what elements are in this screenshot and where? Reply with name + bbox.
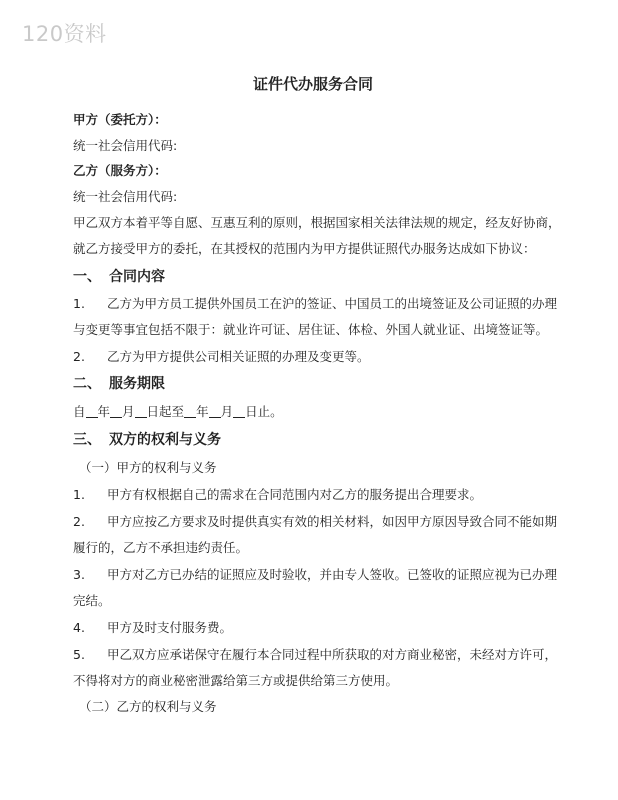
section-heading-2 [73, 376, 165, 392]
item-continuation: 完结。 [73, 593, 111, 608]
term-text: 日止。 [245, 404, 283, 419]
item-continuation: 不得将对方的商业秘密泄露给第三方或提供给第三方使用。 [73, 673, 399, 688]
blank-field [135, 405, 147, 418]
section-title: 合同内容 [109, 269, 165, 285]
list-item [73, 514, 557, 530]
term-text: 月 [122, 404, 135, 419]
item-text: 甲方及时支付服务费。 [107, 620, 233, 635]
section-number: 三、 [73, 432, 101, 448]
section-title: 双方的权利与义务 [109, 432, 221, 448]
blank-field [184, 405, 196, 418]
subsection-heading: （二）乙方的权利与义务 [79, 699, 217, 714]
party-b-label: 乙方（服务方）： [73, 163, 167, 178]
item-text: 甲方应按乙方要求及时提供真实有效的相关材料，如因甲方原因导致合同不能如期 [107, 514, 558, 529]
subsection-heading: （一）甲方的权利与义务 [79, 460, 217, 475]
item-number: 2. [73, 349, 85, 364]
item-number: 1. [73, 487, 85, 502]
list-item [73, 349, 370, 365]
item-text: 乙方为甲方员工提供外国员工在沪的签证、中国员工的出境签证及公司证照的办理 [107, 296, 558, 311]
item-text: 甲方对乙方已办结的证照应及时验收，并由专人签收。已签收的证照应视为已办理 [107, 567, 558, 582]
blank-field [86, 405, 98, 418]
section-heading-1 [73, 269, 165, 285]
item-number: 3. [73, 567, 85, 582]
party-a-credit-code: 统一社会信用代码: [73, 138, 178, 153]
list-item [73, 620, 232, 636]
list-item [73, 647, 557, 663]
item-continuation: 与变更等事宜包括不限于：就业许可证、居住证、体检、外国人就业证、出境签证等。 [73, 322, 549, 337]
term-text: 月 [220, 404, 234, 419]
blank-field [233, 405, 245, 418]
item-text: 甲方有权根据自己的需求在合同范围内对乙方的服务提出合理要求。 [107, 487, 483, 502]
list-item [73, 487, 482, 503]
party-a-label: 甲方（委托方）： [73, 112, 167, 127]
section-title: 服务期限 [109, 376, 165, 392]
page-title: 证件代办服务合同 [252, 75, 373, 93]
section-number: 二、 [73, 376, 101, 392]
intro-line: 就乙方接受甲方的委托，在其授权的范围内为甲方提供证照代办服务达成如下协议： [73, 241, 536, 256]
item-number: 2. [73, 514, 85, 529]
item-text: 乙方为甲方提供公司相关证照的办理及变更等。 [107, 349, 370, 364]
blank-field [110, 405, 122, 418]
party-b-credit-code: 统一社会信用代码: [73, 189, 178, 204]
list-item [73, 567, 557, 583]
list-item [73, 296, 557, 312]
service-term-line [73, 404, 283, 420]
intro-line: 甲乙双方本着平等自愿、互惠互利的原则，根据国家相关法律法规的规定，经友好协商， [73, 215, 561, 230]
item-number: 5. [73, 647, 85, 662]
term-text: 年 [97, 404, 111, 419]
section-heading-3 [73, 432, 221, 448]
term-text: 自 [73, 404, 86, 419]
item-number: 1. [73, 296, 85, 311]
term-text: 年 [196, 404, 209, 419]
item-number: 4. [73, 620, 85, 635]
item-continuation: 履行的，乙方不承担违约责任。 [73, 540, 249, 555]
watermark: 120资料 [22, 22, 107, 46]
blank-field [209, 405, 221, 418]
item-text: 甲乙双方应承诺保守在履行本合同过程中所获取的对方商业秘密，未经对方许可， [107, 647, 558, 662]
section-number: 一、 [73, 269, 101, 285]
term-text: 日起至 [146, 404, 185, 419]
